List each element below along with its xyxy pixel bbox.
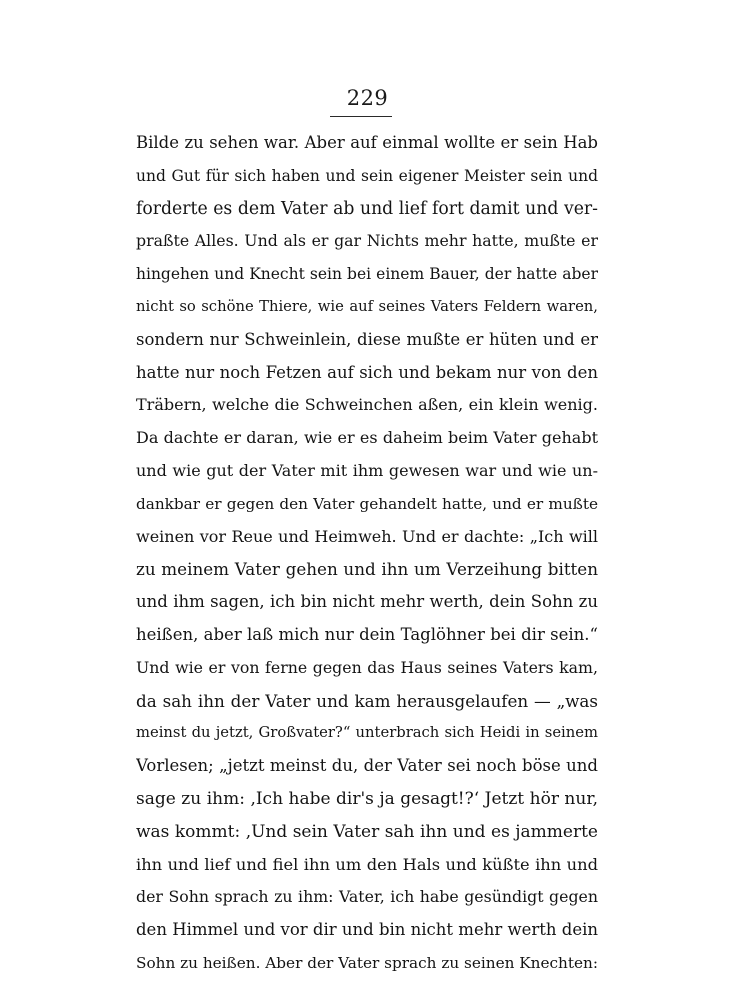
text-line: Sohn zu heißen. Aber der Vater sprach zu seinen Knechten:: [136, 953, 598, 972]
text-line: und Gut für sich haben und sein eigener Meister sein und: [136, 166, 598, 185]
text-line: sage zu ihm: ‚Ich habe dir's ja gesagt!?‘ Jetzt hör nur,: [136, 788, 598, 809]
text-line: heißen, aber laß mich nur dein Taglöhner bei dir sein.“: [136, 624, 598, 644]
text-line: Vorlesen; „jetzt meinst du, der Vater sei noch böse und: [136, 756, 598, 776]
text-line: Träbern, welche die Schweinchen aßen, ein klein wenig.: [136, 395, 598, 415]
text-line: der Sohn sprach zu ihm: Vater, ich habe gesündigt gegen: [136, 887, 598, 907]
text-line: meinst du jetzt, Großvater?“ unterbrach sich Heidi in seinem: [136, 724, 598, 742]
text-line: dankbar er gegen den Vater gehandelt hatte, und er mußte: [136, 494, 598, 513]
text-line: sondern nur Schweinlein, diese mußte er hüten und er: [136, 329, 598, 349]
text-line: Und wie er von ferne gegen das Haus seines Vaters kam,: [136, 657, 598, 677]
text-line: Bilde zu sehen war. Aber auf einmal wollte er sein Hab: [136, 133, 598, 152]
page-number-rule: [330, 116, 392, 117]
page-number: 229: [346, 86, 389, 110]
text-line: ihn und lief und fiel ihn um den Hals und küßte ihn und: [136, 854, 598, 874]
text-line: und ihm sagen, ich bin nicht mehr werth, dein Sohn zu: [136, 592, 598, 612]
text-line: da sah ihn der Vater und kam herausgelaufen — „was: [136, 690, 598, 711]
text-line: weinen vor Reue und Heimweh. Und er dachte: „Ich will: [136, 526, 598, 546]
text-line: hatte nur noch Fetzen auf sich und bekam nur von den: [136, 362, 598, 382]
text-line: forderte es dem Vater ab und lief fort damit und ver-: [136, 198, 598, 219]
text-line: Da dachte er daran, wie er es daheim beim Vater gehabt: [136, 428, 598, 448]
text-line: was kommt: ‚Und sein Vater sah ihn und es jammerte: [136, 821, 598, 842]
text-line: praßte Alles. Und als er gar Nichts mehr hatte, mußte er: [136, 231, 598, 251]
text-line: nicht so schöne Thiere, wie auf seines Vaters Feldern waren,: [136, 297, 598, 315]
text-line: und wie gut der Vater mit ihm gewesen war und wie un-: [136, 460, 598, 480]
text-line: hingehen und Knecht sein bei einem Bauer, der hatte aber: [136, 265, 598, 284]
text-line: zu meinem Vater gehen und ihn um Verzeihung bitten: [136, 559, 598, 580]
body-text: [136, 127, 598, 980]
text-line: den Himmel und vor dir und bin nicht mehr werth dein: [136, 920, 598, 940]
